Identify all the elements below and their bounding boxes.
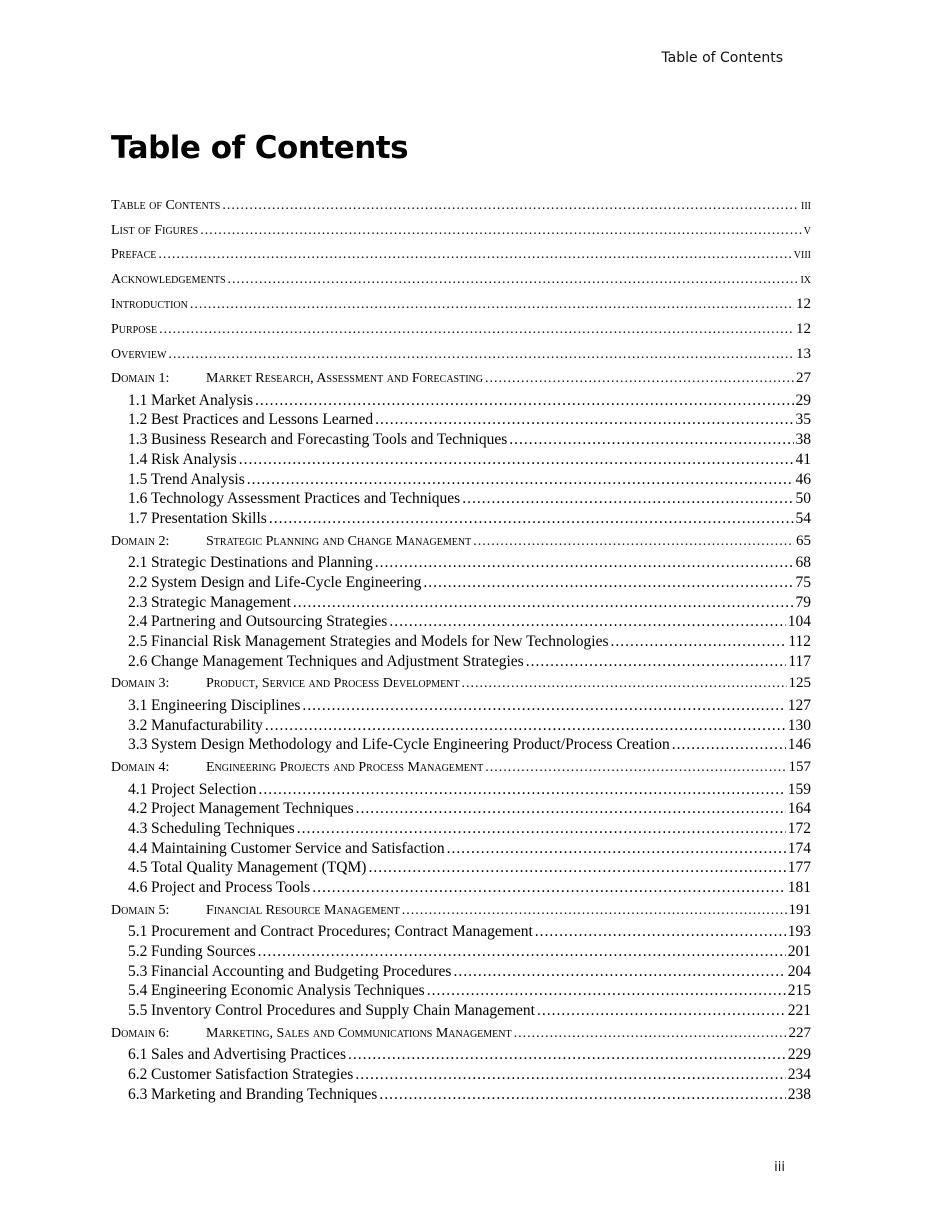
domain-title: Marketing, Sales and Communications Management: [206, 1025, 512, 1041]
section-title: Maintaining Customer Service and Satisfaction: [151, 839, 445, 857]
section-page: 41: [795, 450, 811, 468]
toc-entry-title: Overview: [111, 346, 167, 362]
toc-section[interactable]: [111, 878, 811, 898]
toc-section[interactable]: [111, 509, 811, 529]
toc-section[interactable]: [111, 858, 811, 878]
dot-leader: [190, 293, 794, 317]
domain-page: 227: [788, 1024, 811, 1041]
dot-leader: [312, 878, 786, 898]
section-title: Total Quality Management (TQM): [151, 859, 367, 877]
toc-domain-4[interactable]: [111, 755, 811, 780]
section-title: Strategic Destinations and Planning: [151, 554, 373, 572]
toc-section[interactable]: [111, 430, 811, 450]
toc-section[interactable]: [111, 573, 811, 593]
section-page: 221: [787, 1002, 811, 1019]
section-title: Financial Risk Management Strategies and Models for New Technologies: [151, 632, 609, 650]
toc-domain-1[interactable]: [111, 366, 811, 391]
toc-entry-title: Preface: [111, 247, 157, 263]
toc-entry-title: Introduction: [111, 297, 188, 313]
section-page: 229: [787, 1046, 811, 1064]
section-page: 164: [787, 800, 811, 818]
domain-page: 125: [788, 675, 811, 692]
section-page: 104: [787, 613, 811, 631]
toc-section[interactable]: [111, 839, 811, 859]
dot-leader: [355, 1065, 785, 1085]
toc-entry-page: viii: [793, 247, 811, 263]
toc-section[interactable]: [111, 1085, 811, 1105]
dot-leader: [447, 839, 786, 859]
section-title: Marketing and Branding Techniques: [151, 1085, 378, 1103]
section-title: Project and Process Tools: [151, 878, 311, 896]
toc-section[interactable]: [111, 981, 811, 1001]
section-page: 117: [788, 652, 811, 670]
dot-leader: [453, 962, 785, 982]
toc-entry-title: Purpose: [111, 321, 158, 337]
domain-label: Domain 3:: [111, 676, 170, 692]
dot-leader: [462, 672, 787, 696]
dot-leader: [379, 1085, 785, 1105]
section-page: 174: [787, 839, 811, 857]
domain-title: Strategic Planning and Change Management: [206, 533, 472, 549]
dot-leader: [200, 219, 802, 244]
domain-title: Product, Service and Process Development: [206, 676, 460, 692]
toc-section[interactable]: [111, 391, 811, 411]
toc-entry-page: 13: [796, 345, 811, 362]
section-page: 146: [787, 736, 811, 754]
section-page: 35: [795, 411, 811, 429]
toc-section[interactable]: [111, 1065, 811, 1085]
toc-section[interactable]: [111, 735, 811, 755]
section-number: 1.3: [128, 431, 148, 449]
dot-leader: [247, 470, 794, 490]
dot-leader: [375, 410, 793, 430]
section-number: 3.3: [128, 736, 148, 754]
section-title: System Design and Life-Cycle Engineering: [151, 573, 422, 591]
section-page: 238: [787, 1085, 811, 1103]
section-number: 2.1: [128, 554, 148, 572]
toc-domain-5[interactable]: [111, 898, 811, 923]
dot-leader: [485, 756, 786, 780]
section-page: 68: [795, 554, 811, 572]
dot-leader: [402, 899, 787, 923]
toc-entry-page: 12: [796, 320, 811, 337]
toc-domain-3[interactable]: [111, 671, 811, 696]
dot-leader: [228, 268, 799, 293]
toc-section[interactable]: [111, 410, 811, 430]
dot-leader: [672, 735, 786, 755]
section-title: Manufacturability: [151, 716, 263, 734]
dot-leader: [389, 612, 785, 632]
dot-leader: [375, 553, 794, 573]
section-page: 46: [795, 470, 811, 488]
domain-title: Market Research, Assessment and Forecasting: [206, 371, 483, 387]
toc-section[interactable]: [111, 593, 811, 613]
section-title: Partnering and Outsourcing Strategies: [151, 613, 388, 631]
section-number: 1.7: [128, 509, 148, 527]
toc-entry-page: ix: [800, 271, 811, 287]
section-number: 2.3: [128, 593, 148, 611]
section-number: 3.1: [128, 696, 148, 714]
domain-page: 65: [796, 532, 811, 549]
section-title: Sales and Advertising Practices: [151, 1046, 346, 1064]
section-page: 112: [788, 632, 811, 650]
section-number: 1.5: [128, 470, 148, 488]
domain-label: Domain 2:: [111, 533, 170, 549]
section-number: 4.4: [128, 839, 148, 857]
dot-leader: [427, 981, 786, 1001]
dot-leader: [473, 530, 794, 554]
section-number: 6.1: [128, 1046, 148, 1064]
domain-title: Financial Resource Management: [206, 902, 400, 918]
dot-leader: [258, 942, 786, 962]
domain-label: Domain 1:: [111, 371, 170, 387]
section-number: 1.6: [128, 490, 148, 508]
dot-leader: [514, 1022, 787, 1046]
toc-entry-overview[interactable]: [111, 342, 811, 367]
dot-leader: [265, 716, 786, 736]
page-number: iii: [774, 1160, 785, 1175]
toc-section[interactable]: [111, 942, 811, 962]
section-title: Project Selection: [151, 780, 257, 798]
section-title: Customer Satisfaction Strategies: [151, 1065, 354, 1083]
section-number: 4.1: [128, 780, 148, 798]
section-number: 1.2: [128, 411, 148, 429]
section-page: 181: [787, 878, 811, 896]
section-number: 6.2: [128, 1065, 148, 1083]
section-page: 159: [787, 780, 811, 798]
domain-page: 27: [796, 370, 811, 387]
toc-entry-acknowledgements[interactable]: [111, 268, 811, 293]
section-number: 5.1: [128, 923, 148, 941]
section-number: 4.6: [128, 878, 148, 896]
toc-section[interactable]: [111, 799, 811, 819]
dot-leader: [509, 430, 793, 450]
section-title: Scheduling Techniques: [151, 819, 295, 837]
section-page: 38: [795, 431, 811, 449]
section-page: 177: [787, 859, 811, 877]
section-title: Funding Sources: [151, 942, 256, 960]
toc-section[interactable]: [111, 632, 811, 652]
dot-leader: [297, 819, 786, 839]
domain-page: 191: [788, 901, 811, 918]
toc-section[interactable]: [111, 716, 811, 736]
section-page: 193: [787, 923, 811, 941]
section-number: 6.3: [128, 1085, 148, 1103]
dot-leader: [356, 799, 786, 819]
toc-section[interactable]: [111, 450, 811, 470]
toc-entry-page: v: [803, 222, 811, 238]
dot-leader: [269, 509, 794, 529]
section-number: 2.2: [128, 573, 148, 591]
dot-leader: [168, 343, 794, 367]
toc-section[interactable]: [111, 652, 811, 672]
dot-leader: [255, 391, 793, 411]
domain-label: Domain 4:: [111, 759, 170, 775]
toc-entry-table-of-contents[interactable]: [111, 194, 811, 219]
section-title: Trend Analysis: [151, 470, 245, 488]
dot-leader: [239, 450, 794, 470]
dot-leader: [158, 243, 791, 268]
section-number: 3.2: [128, 716, 148, 734]
dot-leader: [611, 632, 787, 652]
toc-section[interactable]: [111, 489, 811, 509]
section-number: 5.3: [128, 962, 148, 980]
toc-section[interactable]: [111, 696, 811, 716]
section-page: 215: [787, 982, 811, 1000]
section-page: 172: [787, 819, 811, 837]
section-title: Change Management Techniques and Adjustment Strategies: [151, 652, 524, 670]
dot-leader: [485, 367, 794, 391]
dot-leader: [537, 1001, 786, 1021]
dot-leader: [258, 780, 785, 800]
section-title: Procurement and Contract Procedures; Contract Management: [151, 923, 533, 941]
toc-entry-introduction[interactable]: [111, 292, 811, 317]
section-number: 4.3: [128, 819, 148, 837]
section-title: System Design Methodology and Life-Cycle Engineering Product/Process Creation: [151, 736, 670, 754]
section-title: Engineering Economic Analysis Techniques: [151, 982, 425, 1000]
section-number: 1.1: [128, 391, 148, 409]
section-number: 2.6: [128, 652, 148, 670]
toc-section[interactable]: [111, 819, 811, 839]
toc-entry-title: List of Figures: [111, 222, 199, 238]
section-page: 201: [787, 942, 811, 960]
section-number: 4.5: [128, 859, 148, 877]
toc-section[interactable]: [111, 922, 811, 942]
toc-domain-6[interactable]: [111, 1021, 811, 1046]
section-title: Technology Assessment Practices and Techniques: [151, 490, 461, 508]
dot-leader: [423, 573, 793, 593]
section-number: 4.2: [128, 800, 148, 818]
section-title: Market Analysis: [151, 391, 254, 409]
dot-leader: [293, 593, 794, 613]
section-title: Strategic Management: [151, 593, 291, 611]
section-page: 54: [795, 509, 811, 527]
section-title: Engineering Disciplines: [151, 696, 301, 714]
section-number: 2.5: [128, 632, 148, 650]
domain-page: 157: [788, 758, 811, 775]
section-number: 2.4: [128, 613, 148, 631]
dot-leader: [222, 194, 799, 219]
domain-title: Engineering Projects and Process Management: [206, 759, 484, 775]
section-number: 5.2: [128, 942, 148, 960]
dot-leader: [368, 858, 785, 878]
toc-section[interactable]: [111, 1001, 811, 1021]
section-title: Best Practices and Lessons Learned: [151, 411, 374, 429]
section-number: 5.4: [128, 982, 148, 1000]
toc-entry-page: iii: [801, 198, 811, 213]
toc-section[interactable]: [111, 1045, 811, 1065]
section-title: Business Research and Forecasting Tools and Techniques: [151, 431, 508, 449]
section-page: 204: [787, 962, 811, 980]
section-page: 50: [795, 490, 811, 508]
table-of-contents: [111, 194, 811, 1104]
dot-leader: [348, 1045, 786, 1065]
dot-leader: [462, 489, 793, 509]
toc-section[interactable]: [111, 553, 811, 573]
toc-entry-page: 12: [796, 296, 811, 313]
section-title: Financial Accounting and Budgeting Procedures: [151, 962, 452, 980]
page-title: Table of Contents: [111, 130, 409, 166]
section-page: 29: [795, 391, 811, 409]
toc-entry-list-of-figures[interactable]: [111, 219, 811, 244]
section-title: Presentation Skills: [151, 509, 267, 527]
dot-leader: [302, 696, 785, 716]
toc-section[interactable]: [111, 612, 811, 632]
section-title: Project Management Techniques: [151, 800, 354, 818]
toc-section[interactable]: [111, 780, 811, 800]
section-title: Risk Analysis: [151, 450, 237, 468]
toc-entry-title: Acknowledgements: [111, 271, 226, 287]
section-title: Inventory Control Procedures and Supply Chain Management: [151, 1002, 535, 1019]
running-header: Table of Contents: [661, 50, 783, 66]
section-page: 234: [787, 1065, 811, 1083]
toc-entry-purpose[interactable]: [111, 317, 811, 342]
toc-entry-title: Table of Contents: [111, 198, 221, 213]
dot-leader: [159, 318, 794, 342]
dot-leader: [535, 922, 786, 942]
section-page: 130: [787, 716, 811, 734]
toc-section[interactable]: [111, 962, 811, 982]
dot-leader: [526, 652, 787, 672]
toc-domain-2[interactable]: [111, 529, 811, 554]
toc-section[interactable]: [111, 470, 811, 490]
section-page: 75: [795, 573, 811, 591]
section-number: 1.4: [128, 450, 148, 468]
domain-label: Domain 5:: [111, 902, 170, 918]
section-page: 127: [787, 696, 811, 714]
section-page: 79: [795, 593, 811, 611]
toc-entry-preface[interactable]: [111, 243, 811, 268]
domain-label: Domain 6:: [111, 1025, 170, 1041]
section-number: 5.5: [128, 1002, 148, 1019]
